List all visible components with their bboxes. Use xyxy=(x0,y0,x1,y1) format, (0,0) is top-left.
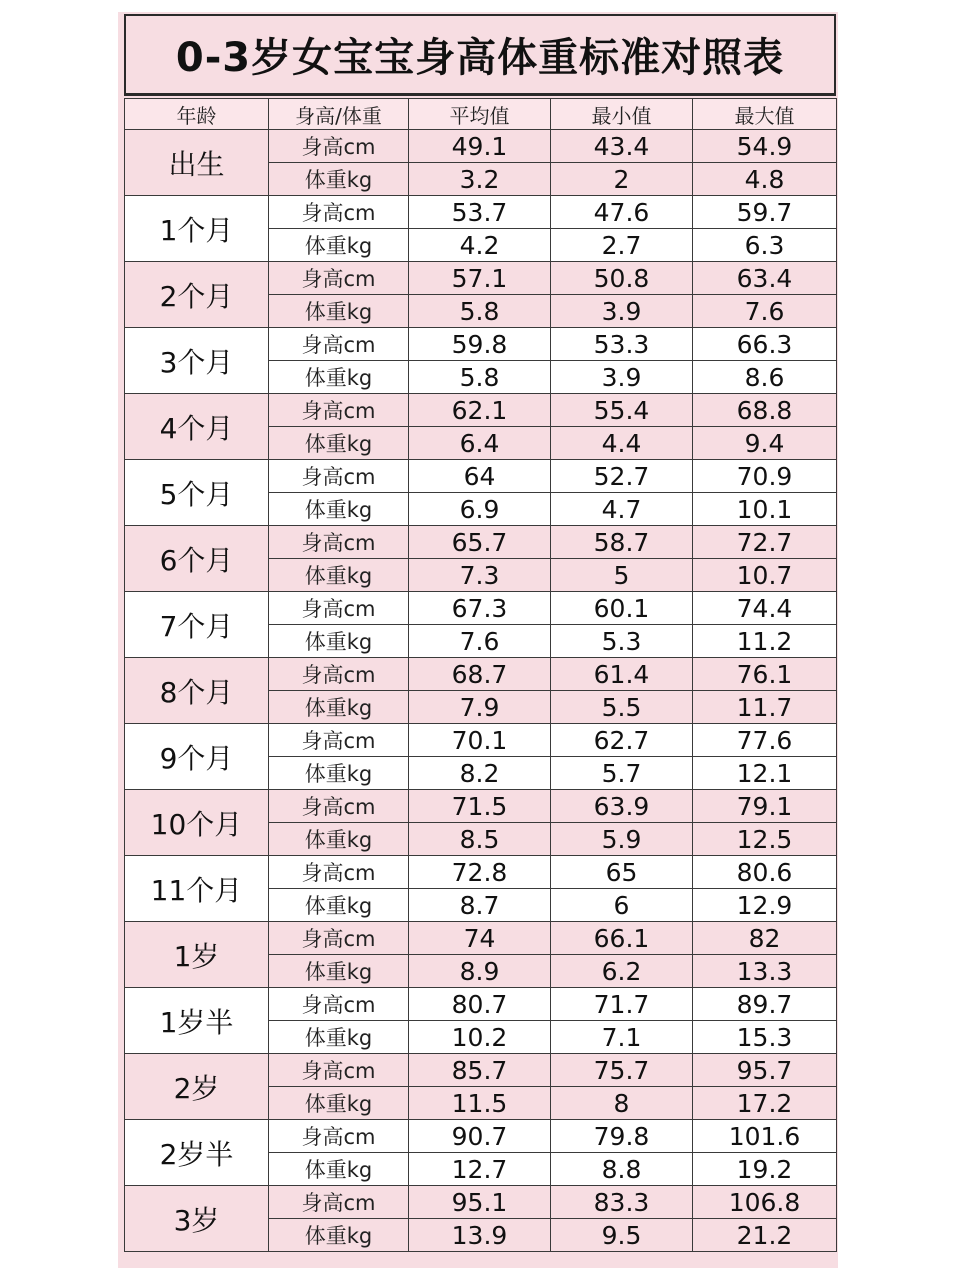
height-maximum-cell: 72.7 xyxy=(693,526,837,559)
metric-label-height: 身高cm xyxy=(269,856,409,889)
height-minimum-cell: 47.6 xyxy=(551,196,693,229)
weight-maximum-cell: 12.1 xyxy=(693,757,837,790)
height-minimum-cell: 71.7 xyxy=(551,988,693,1021)
metric-label-height: 身高cm xyxy=(269,1054,409,1087)
weight-minimum-cell: 5.3 xyxy=(551,625,693,658)
weight-minimum-cell: 5 xyxy=(551,559,693,592)
weight-maximum-cell: 11.2 xyxy=(693,625,837,658)
weight-minimum-cell: 2 xyxy=(551,163,693,196)
table-row-height xyxy=(125,790,837,823)
weight-minimum-cell: 2.7 xyxy=(551,229,693,262)
weight-average-cell: 5.8 xyxy=(409,361,551,394)
metric-label-weight: 体重kg xyxy=(269,295,409,328)
weight-maximum-cell: 8.6 xyxy=(693,361,837,394)
height-minimum-cell: 52.7 xyxy=(551,460,693,493)
metric-label-height: 身高cm xyxy=(269,1120,409,1153)
table-row-height xyxy=(125,922,837,955)
table-row-height xyxy=(125,460,837,493)
age-cell: 3个月 xyxy=(125,328,269,394)
weight-minimum-cell: 9.5 xyxy=(551,1219,693,1252)
metric-label-weight: 体重kg xyxy=(269,559,409,592)
metric-label-height: 身高cm xyxy=(269,196,409,229)
height-minimum-cell: 63.9 xyxy=(551,790,693,823)
title-banner xyxy=(124,14,836,96)
age-cell: 10个月 xyxy=(125,790,269,856)
age-cell: 7个月 xyxy=(125,592,269,658)
table-row-height xyxy=(125,526,837,559)
metric-label-weight: 体重kg xyxy=(269,493,409,526)
weight-maximum-cell: 19.2 xyxy=(693,1153,837,1186)
weight-minimum-cell: 7.1 xyxy=(551,1021,693,1054)
header-metric: 身高/体重 xyxy=(269,99,409,130)
height-minimum-cell: 75.7 xyxy=(551,1054,693,1087)
page-title: 0-3岁女宝宝身高体重标准对照表 xyxy=(175,35,785,81)
weight-average-cell: 4.2 xyxy=(409,229,551,262)
height-maximum-cell: 80.6 xyxy=(693,856,837,889)
table-row-height xyxy=(125,1054,837,1087)
height-maximum-cell: 59.7 xyxy=(693,196,837,229)
height-minimum-cell: 43.4 xyxy=(551,130,693,163)
metric-label-weight: 体重kg xyxy=(269,1153,409,1186)
age-cell: 出生 xyxy=(125,130,269,196)
height-average-cell: 49.1 xyxy=(409,130,551,163)
height-average-cell: 68.7 xyxy=(409,658,551,691)
weight-maximum-cell: 9.4 xyxy=(693,427,837,460)
metric-label-weight: 体重kg xyxy=(269,757,409,790)
height-average-cell: 70.1 xyxy=(409,724,551,757)
header-minimum: 最小值 xyxy=(551,99,693,130)
metric-label-height: 身高cm xyxy=(269,328,409,361)
weight-average-cell: 10.2 xyxy=(409,1021,551,1054)
table-row-height xyxy=(125,196,837,229)
metric-label-height: 身高cm xyxy=(269,1186,409,1219)
metric-label-weight: 体重kg xyxy=(269,1021,409,1054)
age-cell: 9个月 xyxy=(125,724,269,790)
metric-label-height: 身高cm xyxy=(269,790,409,823)
height-average-cell: 57.1 xyxy=(409,262,551,295)
metric-label-weight: 体重kg xyxy=(269,1219,409,1252)
header-maximum: 最大值 xyxy=(693,99,837,130)
weight-average-cell: 3.2 xyxy=(409,163,551,196)
weight-maximum-cell: 13.3 xyxy=(693,955,837,988)
height-maximum-cell: 101.6 xyxy=(693,1120,837,1153)
height-maximum-cell: 89.7 xyxy=(693,988,837,1021)
table-row-height xyxy=(125,328,837,361)
age-cell: 4个月 xyxy=(125,394,269,460)
metric-label-height: 身高cm xyxy=(269,526,409,559)
header-age: 年龄 xyxy=(125,99,269,130)
weight-maximum-cell: 6.3 xyxy=(693,229,837,262)
weight-maximum-cell: 12.9 xyxy=(693,889,837,922)
height-maximum-cell: 77.6 xyxy=(693,724,837,757)
height-maximum-cell: 74.4 xyxy=(693,592,837,625)
metric-label-weight: 体重kg xyxy=(269,1087,409,1120)
metric-label-height: 身高cm xyxy=(269,724,409,757)
height-minimum-cell: 50.8 xyxy=(551,262,693,295)
metric-label-height: 身高cm xyxy=(269,592,409,625)
metric-label-height: 身高cm xyxy=(269,988,409,1021)
weight-minimum-cell: 5.5 xyxy=(551,691,693,724)
height-minimum-cell: 62.7 xyxy=(551,724,693,757)
age-cell: 2个月 xyxy=(125,262,269,328)
height-maximum-cell: 76.1 xyxy=(693,658,837,691)
weight-minimum-cell: 6.2 xyxy=(551,955,693,988)
metric-label-weight: 体重kg xyxy=(269,163,409,196)
height-maximum-cell: 54.9 xyxy=(693,130,837,163)
weight-minimum-cell: 3.9 xyxy=(551,295,693,328)
metric-label-height: 身高cm xyxy=(269,658,409,691)
weight-maximum-cell: 11.7 xyxy=(693,691,837,724)
weight-average-cell: 13.9 xyxy=(409,1219,551,1252)
table-row-height xyxy=(125,130,837,163)
weight-average-cell: 11.5 xyxy=(409,1087,551,1120)
weight-minimum-cell: 8.8 xyxy=(551,1153,693,1186)
height-maximum-cell: 95.7 xyxy=(693,1054,837,1087)
age-cell: 8个月 xyxy=(125,658,269,724)
height-maximum-cell: 82 xyxy=(693,922,837,955)
metric-label-height: 身高cm xyxy=(269,130,409,163)
table-body xyxy=(125,130,837,1252)
weight-minimum-cell: 4.4 xyxy=(551,427,693,460)
height-maximum-cell: 63.4 xyxy=(693,262,837,295)
age-cell: 1个月 xyxy=(125,196,269,262)
metric-label-height: 身高cm xyxy=(269,262,409,295)
metric-label-weight: 体重kg xyxy=(269,625,409,658)
metric-label-weight: 体重kg xyxy=(269,889,409,922)
weight-average-cell: 7.3 xyxy=(409,559,551,592)
metric-label-height: 身高cm xyxy=(269,394,409,427)
weight-average-cell: 6.4 xyxy=(409,427,551,460)
weight-maximum-cell: 17.2 xyxy=(693,1087,837,1120)
height-average-cell: 90.7 xyxy=(409,1120,551,1153)
weight-maximum-cell: 12.5 xyxy=(693,823,837,856)
height-minimum-cell: 66.1 xyxy=(551,922,693,955)
weight-maximum-cell: 10.1 xyxy=(693,493,837,526)
age-cell: 3岁 xyxy=(125,1186,269,1252)
weight-minimum-cell: 8 xyxy=(551,1087,693,1120)
metric-label-height: 身高cm xyxy=(269,922,409,955)
height-maximum-cell: 70.9 xyxy=(693,460,837,493)
metric-label-weight: 体重kg xyxy=(269,229,409,262)
height-maximum-cell: 68.8 xyxy=(693,394,837,427)
height-minimum-cell: 53.3 xyxy=(551,328,693,361)
height-average-cell: 71.5 xyxy=(409,790,551,823)
height-average-cell: 59.8 xyxy=(409,328,551,361)
metric-label-height: 身高cm xyxy=(269,460,409,493)
metric-label-weight: 体重kg xyxy=(269,955,409,988)
age-cell: 5个月 xyxy=(125,460,269,526)
header-row xyxy=(125,99,837,130)
height-average-cell: 64 xyxy=(409,460,551,493)
weight-average-cell: 7.9 xyxy=(409,691,551,724)
table-row-height xyxy=(125,724,837,757)
height-minimum-cell: 79.8 xyxy=(551,1120,693,1153)
weight-minimum-cell: 6 xyxy=(551,889,693,922)
table-row-height xyxy=(125,658,837,691)
height-average-cell: 62.1 xyxy=(409,394,551,427)
metric-label-weight: 体重kg xyxy=(269,823,409,856)
height-minimum-cell: 55.4 xyxy=(551,394,693,427)
height-average-cell: 53.7 xyxy=(409,196,551,229)
table-row-height xyxy=(125,592,837,625)
height-maximum-cell: 106.8 xyxy=(693,1186,837,1219)
weight-average-cell: 8.2 xyxy=(409,757,551,790)
weight-average-cell: 8.7 xyxy=(409,889,551,922)
weight-minimum-cell: 5.9 xyxy=(551,823,693,856)
age-cell: 1岁 xyxy=(125,922,269,988)
growth-table xyxy=(124,98,837,1252)
weight-maximum-cell: 15.3 xyxy=(693,1021,837,1054)
weight-average-cell: 8.5 xyxy=(409,823,551,856)
height-maximum-cell: 66.3 xyxy=(693,328,837,361)
table-row-height xyxy=(125,988,837,1021)
height-minimum-cell: 65 xyxy=(551,856,693,889)
weight-minimum-cell: 5.7 xyxy=(551,757,693,790)
age-cell: 1岁半 xyxy=(125,988,269,1054)
height-average-cell: 85.7 xyxy=(409,1054,551,1087)
table-row-height xyxy=(125,1186,837,1219)
height-minimum-cell: 60.1 xyxy=(551,592,693,625)
table-row-height xyxy=(125,394,837,427)
table-row-height xyxy=(125,856,837,889)
weight-maximum-cell: 4.8 xyxy=(693,163,837,196)
metric-label-weight: 体重kg xyxy=(269,427,409,460)
header-average: 平均值 xyxy=(409,99,551,130)
age-cell: 2岁半 xyxy=(125,1120,269,1186)
weight-average-cell: 12.7 xyxy=(409,1153,551,1186)
height-average-cell: 80.7 xyxy=(409,988,551,1021)
weight-maximum-cell: 7.6 xyxy=(693,295,837,328)
weight-minimum-cell: 3.9 xyxy=(551,361,693,394)
weight-average-cell: 8.9 xyxy=(409,955,551,988)
weight-maximum-cell: 10.7 xyxy=(693,559,837,592)
height-minimum-cell: 58.7 xyxy=(551,526,693,559)
metric-label-weight: 体重kg xyxy=(269,691,409,724)
age-cell: 6个月 xyxy=(125,526,269,592)
height-minimum-cell: 83.3 xyxy=(551,1186,693,1219)
table-row-height xyxy=(125,262,837,295)
height-average-cell: 65.7 xyxy=(409,526,551,559)
height-average-cell: 72.8 xyxy=(409,856,551,889)
weight-average-cell: 6.9 xyxy=(409,493,551,526)
height-average-cell: 74 xyxy=(409,922,551,955)
height-minimum-cell: 61.4 xyxy=(551,658,693,691)
height-maximum-cell: 79.1 xyxy=(693,790,837,823)
metric-label-weight: 体重kg xyxy=(269,361,409,394)
weight-minimum-cell: 4.7 xyxy=(551,493,693,526)
age-cell: 11个月 xyxy=(125,856,269,922)
age-cell: 2岁 xyxy=(125,1054,269,1120)
weight-average-cell: 5.8 xyxy=(409,295,551,328)
height-average-cell: 67.3 xyxy=(409,592,551,625)
table-row-height xyxy=(125,1120,837,1153)
weight-average-cell: 7.6 xyxy=(409,625,551,658)
height-average-cell: 95.1 xyxy=(409,1186,551,1219)
weight-maximum-cell: 21.2 xyxy=(693,1219,837,1252)
